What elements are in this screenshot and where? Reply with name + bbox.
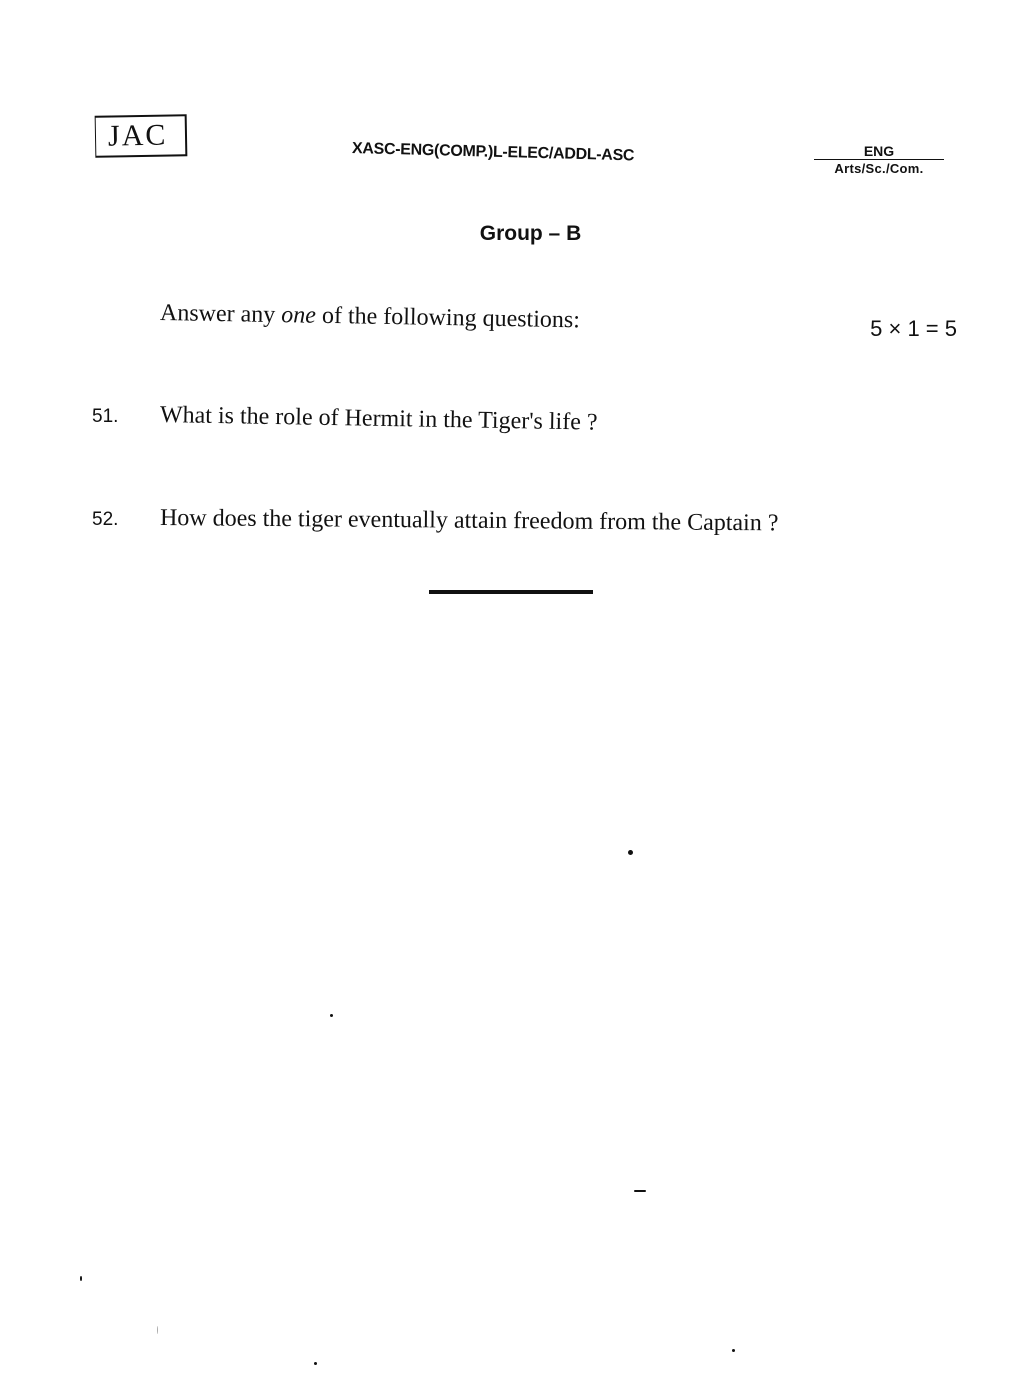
question-number: 51. xyxy=(92,406,119,427)
section-instruction xyxy=(160,300,580,334)
subject-name: ENG xyxy=(863,143,895,159)
jac-logo: JAC xyxy=(95,114,188,158)
section-marks: 5 × 1 = 5 xyxy=(870,316,957,341)
scan-speck xyxy=(628,850,633,855)
section-title: Group – B xyxy=(479,222,582,245)
subject-streams: Arts/Sc./Com. xyxy=(814,159,944,177)
instruction-prefix: Answer any xyxy=(159,300,282,329)
scan-speck xyxy=(634,1190,646,1192)
scan-speck xyxy=(330,1014,333,1017)
instruction-suffix: of the following questions: xyxy=(315,302,581,334)
scan-speck xyxy=(80,1276,82,1281)
scan-speck xyxy=(157,1326,158,1334)
subject-label xyxy=(814,143,944,177)
scan-speck xyxy=(314,1362,317,1365)
question-text: How does the tiger eventually attain freedom from the Captain ? xyxy=(159,505,779,537)
instruction-emphasis: one xyxy=(281,302,317,329)
scan-speck xyxy=(732,1349,735,1352)
end-of-section-rule xyxy=(429,590,593,594)
question-text: What is the role of Hermit in the Tiger's life ? xyxy=(159,402,598,436)
paper-code: XASC-ENG(COMP.)L-ELEC/ADDL-ASC xyxy=(351,140,635,165)
question-number: 52. xyxy=(92,509,119,530)
